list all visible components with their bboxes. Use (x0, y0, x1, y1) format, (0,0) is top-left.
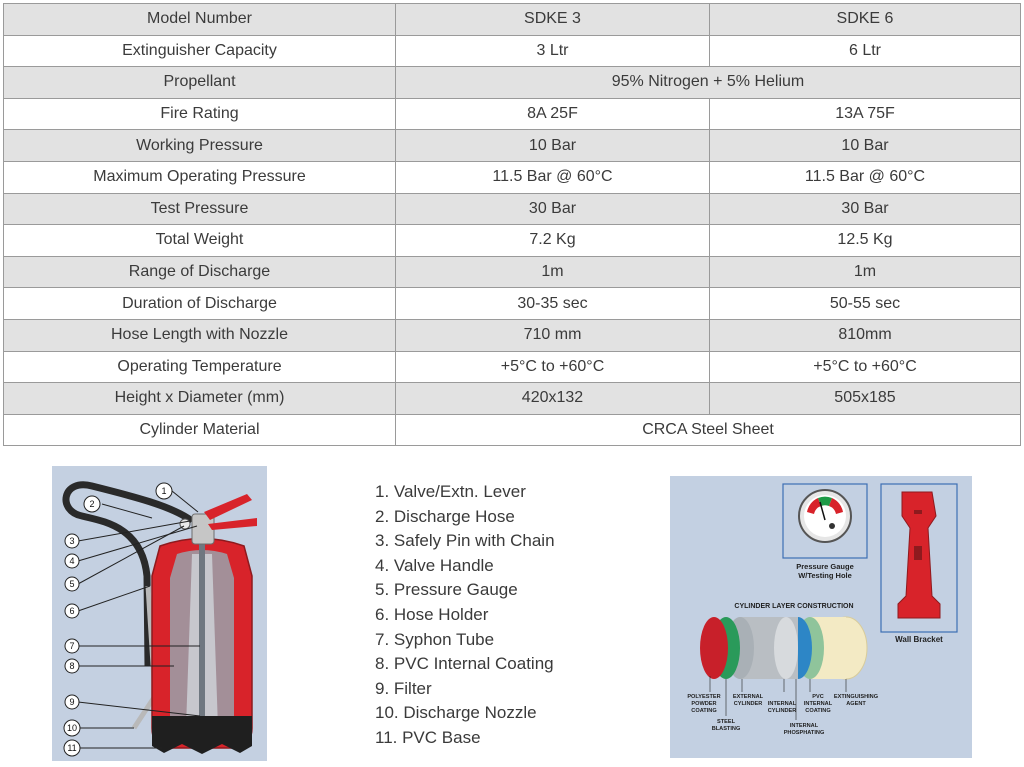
pvc-base-shape (152, 716, 252, 754)
layer-label: PHOSPHATING (783, 730, 825, 736)
table-row (4, 256, 1021, 288)
row-label: Extinguisher Capacity (4, 35, 396, 67)
bracket-slot-shape (914, 510, 922, 514)
layer-polyester-coating (700, 617, 728, 679)
callout-label: 7 (69, 641, 75, 651)
table-row (4, 193, 1021, 225)
spec-table (3, 3, 1021, 446)
callout-label: 3 (69, 536, 75, 546)
layer-label: CYLINDER (767, 708, 797, 714)
layer-label: PVC (812, 694, 824, 700)
layer-label: EXTINGUISHING (833, 694, 879, 700)
layer-label: EXTERNAL (732, 694, 764, 700)
list-item: 11. PVC Base (375, 727, 481, 747)
table-header-row (4, 4, 1021, 36)
layer-label: COATING (805, 708, 831, 714)
layer-label: BLASTING (711, 726, 741, 732)
layer-label: INTERNAL (767, 701, 797, 707)
callout-label: 8 (69, 661, 75, 671)
table-row (4, 98, 1021, 130)
layer-label: AGENT (846, 701, 866, 707)
construction-diagram-image (670, 476, 972, 758)
row-label: Propellant (4, 67, 396, 99)
callout-label: 11 (67, 743, 77, 753)
list-item: 5. Pressure Gauge (375, 580, 518, 600)
table-row (4, 35, 1021, 67)
cell-value: 30-35 sec (396, 288, 710, 320)
cell-value: 12.5 Kg (710, 225, 1021, 257)
cell-value: 13A 75F (710, 98, 1021, 130)
construction-illustration (670, 476, 972, 758)
cell-value: 1m (396, 256, 710, 288)
list-item: 7. Syphon Tube (375, 629, 495, 649)
row-label: Test Pressure (4, 193, 396, 225)
cell-value: +5°C to +60°C (396, 351, 710, 383)
list-item: 1. Valve/Extn. Lever (375, 482, 526, 501)
layer-title: CYLINDER LAYER CONSTRUCTION (734, 603, 854, 610)
list-item: 6. Hose Holder (375, 604, 489, 624)
table-row (4, 319, 1021, 351)
callout-label: 4 (69, 556, 75, 566)
list-item: 2. Discharge Hose (375, 506, 515, 526)
header-cell: SDKE 6 (710, 4, 1021, 36)
gauge-caption-2: W/Testing Hole (798, 571, 852, 580)
cell-value: 1m (710, 256, 1021, 288)
cell-value: 10 Bar (396, 130, 710, 162)
cell-value: 505x185 (710, 383, 1021, 415)
extinguisher-illustration (52, 466, 267, 761)
row-label: Duration of Discharge (4, 288, 396, 320)
table-row (4, 351, 1021, 383)
callout-label: 2 (89, 499, 95, 509)
list-item: 9. Filter (375, 678, 432, 698)
layer-label: CYLINDER (733, 701, 763, 707)
syphon-tube-shape (199, 541, 205, 723)
table-row (4, 130, 1021, 162)
row-label: Fire Rating (4, 98, 396, 130)
layer-label: POLYESTER (687, 694, 721, 700)
callout-label: 10 (66, 723, 78, 733)
cell-value-merged: 95% Nitrogen + 5% Helium (396, 67, 1021, 99)
cell-value: 420x132 (396, 383, 710, 415)
callout-label: 6 (69, 606, 75, 616)
cell-value: 810mm (710, 319, 1021, 351)
cell-value: 710 mm (396, 319, 710, 351)
gauge-caption-1: Pressure Gauge (796, 562, 854, 571)
valve-lever-shape (204, 494, 252, 520)
list-item: 8. PVC Internal Coating (375, 654, 554, 674)
parts-legend (375, 480, 555, 751)
callout-label: 9 (69, 697, 75, 707)
cell-value: 3 Ltr (396, 35, 710, 67)
cell-value: 11.5 Bar @ 60°C (710, 161, 1021, 193)
list-item: 3. Safely Pin with Chain (375, 531, 555, 551)
gauge-testing-hole-shape (829, 523, 835, 529)
layer-label: INTERNAL (803, 701, 833, 707)
cell-value: 7.2 Kg (396, 225, 710, 257)
cell-value: 30 Bar (710, 193, 1021, 225)
extinguisher-cutaway-image (52, 466, 267, 761)
list-item: 4. Valve Handle (375, 555, 494, 575)
layer-label: COATING (691, 708, 717, 714)
header-cell: Model Number (4, 4, 396, 36)
row-label: Total Weight (4, 225, 396, 257)
callout-label: 5 (69, 579, 75, 589)
table-row (4, 414, 1021, 446)
row-label: Cylinder Material (4, 414, 396, 446)
bracket-slot-shape (914, 546, 922, 560)
layer-label: POWDER (691, 701, 717, 707)
parts-list (375, 480, 555, 751)
cell-value: +5°C to +60°C (710, 351, 1021, 383)
cell-value-merged: CRCA Steel Sheet (396, 414, 1021, 446)
row-label: Height x Diameter (mm) (4, 383, 396, 415)
cell-value: 11.5 Bar @ 60°C (396, 161, 710, 193)
cell-value: 10 Bar (710, 130, 1021, 162)
row-label: Range of Discharge (4, 256, 396, 288)
row-label: Hose Length with Nozzle (4, 319, 396, 351)
row-label: Working Pressure (4, 130, 396, 162)
callout-label: 1 (161, 486, 167, 496)
table-row (4, 67, 1021, 99)
bracket-caption: Wall Bracket (895, 635, 943, 644)
layer-label: STEEL (716, 719, 736, 725)
cell-value: 6 Ltr (710, 35, 1021, 67)
table-row (4, 161, 1021, 193)
table-row (4, 288, 1021, 320)
valve-handle-shape (208, 518, 257, 530)
cell-value: 8A 25F (396, 98, 710, 130)
row-label: Operating Temperature (4, 351, 396, 383)
row-label: Maximum Operating Pressure (4, 161, 396, 193)
cell-value: 30 Bar (396, 193, 710, 225)
layer-label: INTERNAL (789, 723, 819, 729)
cell-value: 50-55 sec (710, 288, 1021, 320)
header-cell: SDKE 3 (396, 4, 710, 36)
list-item: 10. Discharge Nozzle (375, 703, 537, 723)
table-row (4, 383, 1021, 415)
layer-internal-cylinder (774, 617, 798, 679)
table-row (4, 225, 1021, 257)
